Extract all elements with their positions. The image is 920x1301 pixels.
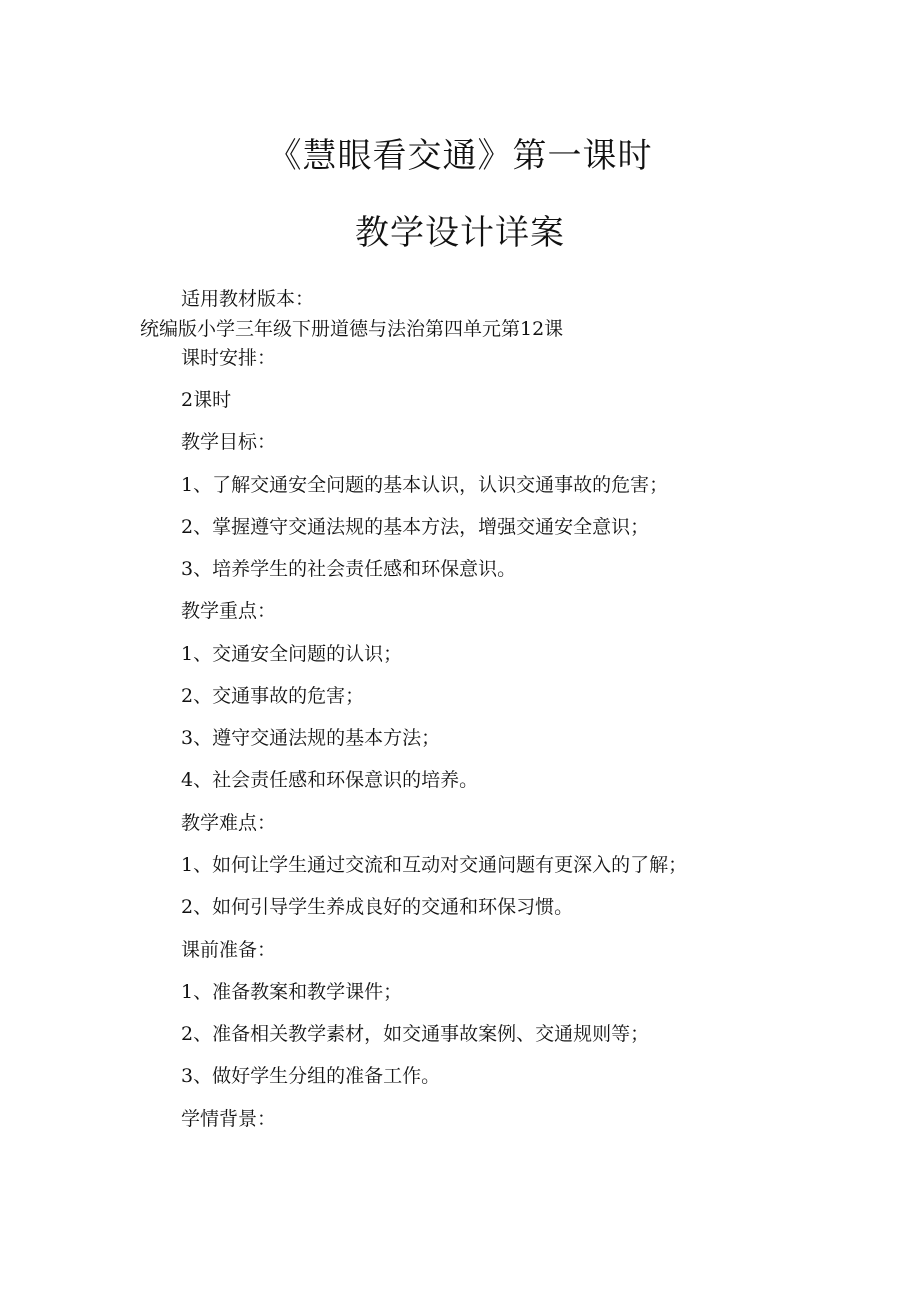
textbook-version-label: 适用教材版本： (181, 288, 315, 310)
difficulty-item: 1、如何让学生通过交流和互动对交通问题有更深入的了解； (181, 854, 688, 876)
key-point-item: 4、社会责任感和环保意识的培养。 (181, 769, 479, 791)
preparation-heading: 课前准备： (181, 939, 277, 961)
background-heading: 学情背景： (181, 1108, 277, 1130)
difficulty-item: 2、如何引导学生养成良好的交通和环保习惯。 (181, 896, 574, 918)
document-title: 《慧眼看交通》第一课时 (267, 136, 653, 176)
difficulties-heading: 教学难点： (181, 812, 277, 834)
key-point-item: 3、遵守交通法规的基本方法； (181, 727, 441, 749)
key-point-item: 2、交通事故的危害； (181, 685, 365, 707)
objective-item: 3、培养学生的社会责任感和环保意识。 (181, 558, 517, 580)
objectives-heading: 教学目标： (181, 431, 277, 453)
key-point-item: 1、交通安全问题的认识； (181, 643, 403, 665)
objective-item: 2、掌握遵守交通法规的基本方法，增强交通安全意识； (181, 516, 650, 538)
document-subtitle: 教学设计详案 (355, 213, 565, 253)
objective-item: 1、了解交通安全问题的基本认识，认识交通事故的危害； (181, 474, 669, 496)
textbook-version-value: 统编版小学三年级下册道德与法治第四单元第12课 (140, 318, 564, 340)
preparation-item: 2、准备相关教学素材，如交通事故案例、交通规则等； (181, 1023, 650, 1045)
preparation-item: 1、准备教案和教学课件； (181, 981, 403, 1003)
preparation-item: 3、做好学生分组的准备工作。 (181, 1065, 441, 1087)
schedule-label: 课时安排： (181, 347, 277, 369)
key-points-heading: 教学重点： (181, 600, 277, 622)
schedule-value: 2课时 (181, 389, 232, 411)
